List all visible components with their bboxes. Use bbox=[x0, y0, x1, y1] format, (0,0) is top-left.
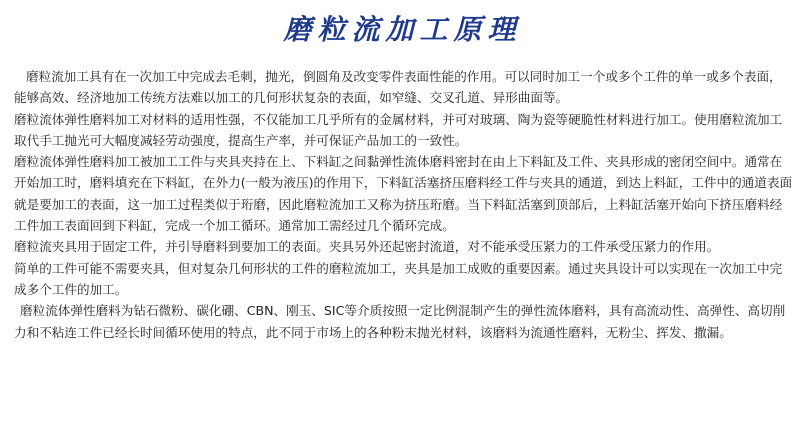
paragraph-material-applicability: 磨粒流体弹性磨料加工对材料的适用性强，不仅能加工几乎所有的金属材料，并可对玻璃、陶为瓷等硬脆性材料进行加工。使用磨粒流加工取代手工抛光可大幅度减轻劳动强度，提高生产率，并可保证产品加工的一致性。 bbox=[14, 111, 783, 148]
paragraph-fixture: 磨粒流夹具用于固定工件，并引导磨料到要加工的表面。夹具另外还起密封流道，对不能承受压紧力的工件承受压紧力的作用。 bbox=[14, 239, 720, 255]
page-title: 磨粒流加工原理 bbox=[283, 13, 522, 46]
paragraph-abrasive: 磨粒流体弹性磨料为钻石微粉、碳化硼、CBN、刚玉、SIC等介质按照一定比例混制产生的弹性流体磨料，具有高流动性、高弹性、高切削力和不粘连工件已经长时间循环使用的特点，此不同于市场上的各种粉末抛光材料，该磨料为流通性磨料，无粉尘、挥发、撒漏。 bbox=[14, 303, 786, 340]
paragraph-simple-parts: 简单的工件可能不需要夹具，但对复杂几何形状的工件的磨粒流加工，夹具是加工成败的重要因素。通过夹具设计可以实现在一次加工中完成多个工件的加工。 bbox=[14, 260, 783, 297]
article-body bbox=[14, 66, 794, 343]
paragraph-process: 磨粒流体弹性磨料加工被加工工件与夹具夹持在上、下料缸之间黏弹性流体磨料密封在由上下料缸及工件、夹具形成的密闭空间中。通常在开始加工时，磨料填充在下料缸，在外力(一般为液压)的作用下，下料缸活塞挤压磨料经工件与夹具的通道，到达上料缸，工件中的通道表面就是要加工的表面，这一加工过程类似于珩磨，因此磨粒流加工又称为挤压珩磨。当下料缸活塞到顶部后，上料缸活塞开始向下挤压磨料经工件加工表面回到下料缸，完成一个加工循环。通常加工需经过几个循环完成。 bbox=[14, 154, 793, 234]
paragraph-intro: 磨粒流加工具有在一次加工中完成去毛刺，抛光，倒圆角及改变零件表面性能的作用。可以同时加工一个或多个工件的单一或多个表面，能够高效、经济地加工传统方法难以加工的几何形状复杂的表面，如窄缝、交叉孔道、异形曲面等。 bbox=[14, 69, 782, 106]
